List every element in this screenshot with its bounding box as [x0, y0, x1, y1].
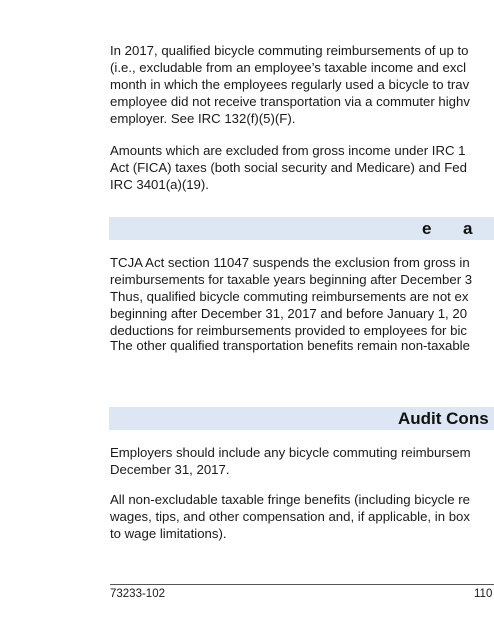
text-line: Thus, qualified bicycle commuting reimbursements are not ex [110, 289, 469, 304]
text-line: deductions for reimbursements provided to employees for bic [110, 323, 467, 338]
paragraph-2017-reimbursements [110, 42, 470, 127]
section-header-text-part: e [422, 219, 432, 238]
section-header-band [109, 217, 494, 240]
paragraph-tcja-suspension [110, 254, 472, 288]
text-line: employee did not receive transportation via a commuter highv [110, 94, 470, 109]
paragraph-other-benefits [110, 337, 470, 354]
footer-page-number: 110 [474, 588, 493, 600]
text-line: Amounts which are excluded from gross income under IRC 1 [110, 143, 466, 158]
section-header-band-audit [109, 407, 494, 430]
text-line: employer. See IRC 132(f)(5)(F). [110, 111, 296, 126]
text-line: TCJA Act section 11047 suspends the exclusion from gross in [110, 255, 470, 270]
text-line: beginning after December 31, 2017 and before January 1, 20 [110, 306, 468, 321]
text-line: Employers should include any bicycle commuting reimbursem [110, 445, 471, 460]
section-header-audit-considerations: Audit Cons [398, 409, 489, 428]
section-header-text-part: a [463, 219, 473, 238]
paragraph-taxable-fringe-benefits [110, 491, 470, 542]
text-line: wages, tips, and other compensation and, if applicable, in box [110, 509, 470, 524]
text-line: to wage limitations). [110, 526, 227, 541]
paragraph-employer-inclusion [110, 444, 471, 478]
footer-divider [110, 584, 494, 585]
text-line: The other qualified transportation benefits remain non-taxable [110, 338, 470, 353]
text-line: (i.e., excludable from an employee’s taxable income and excl [110, 60, 467, 75]
text-line: All non-excludable taxable fringe benefits (including bicycle re [110, 492, 470, 507]
footer-document-number: 73233-102 [110, 588, 165, 600]
paragraph-not-excludable [110, 288, 468, 339]
text-line: Act (FICA) taxes (both social security and Medicare) and Fed [110, 160, 467, 175]
text-line: reimbursements for taxable years beginning after December 3 [110, 272, 473, 287]
text-line: month in which the employees regularly used a bicycle to trav [110, 77, 470, 92]
text-line: December 31, 2017. [110, 462, 230, 477]
text-line: In 2017, qualified bicycle commuting reimbursements of up to [110, 43, 469, 58]
paragraph-fica-exclusion [110, 142, 467, 193]
text-line: IRC 3401(a)(19). [110, 177, 209, 192]
